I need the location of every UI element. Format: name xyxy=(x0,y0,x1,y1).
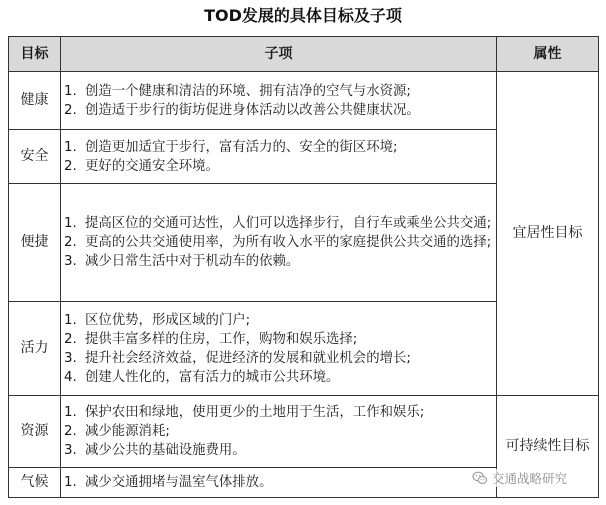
list-item: 2. 减少能源消耗; xyxy=(81,422,496,441)
items-cell xyxy=(61,468,497,498)
table-title: TOD发展的具体目标及子项 xyxy=(204,6,402,25)
list-item: 2. 创造适于步行的街坊促进身体活动以改善公共健康状况。 xyxy=(81,101,496,120)
list-item: 3. 减少公共的基础设施费用。 xyxy=(81,441,496,460)
header-goal: 目标 xyxy=(9,37,61,72)
header-attribute: 属性 xyxy=(497,37,599,72)
watermark-text: 交通战略研究 xyxy=(492,471,568,486)
items-cell xyxy=(61,184,497,302)
header-items: 子项 xyxy=(61,37,497,72)
goal-cell: 安全 xyxy=(9,130,61,184)
wechat-icon xyxy=(472,470,488,486)
items-cell xyxy=(61,396,497,468)
list-item: 1. 区位优势，形成区域的门户; xyxy=(81,311,496,330)
items-cell xyxy=(61,72,497,130)
header-row xyxy=(9,37,599,72)
list-item: 2. 提供丰富多样的住房，工作，购物和娱乐选择; xyxy=(81,330,496,349)
list-item: 4. 创建人性化的，富有活力的城市公共环境。 xyxy=(81,368,496,387)
table-row xyxy=(9,396,599,468)
goal-cell: 气候 xyxy=(9,468,61,498)
goal-cell: 健康 xyxy=(9,72,61,130)
list-item: 2. 更高的公共交通使用率，为所有收入水平的家庭提供公共交通的选择; xyxy=(81,233,496,252)
attribute-cell-sustainable: 可持续性目标 xyxy=(497,396,599,498)
list-item: 1. 减少交通拥堵与温室气体排放。 xyxy=(81,473,496,492)
goal-cell: 资源 xyxy=(9,396,61,468)
attribute-cell-livable: 宜居性目标 xyxy=(497,72,599,396)
tod-goals-table xyxy=(8,36,599,498)
goal-cell: 活力 xyxy=(9,302,61,396)
watermark xyxy=(472,469,567,487)
list-item: 1. 提高区位的交通可达性，人们可以选择步行，自行车或乘坐公共交通; xyxy=(81,214,496,233)
items-cell xyxy=(61,130,497,184)
list-item: 2. 更好的交通安全环境。 xyxy=(81,157,496,176)
goal-cell: 便捷 xyxy=(9,184,61,302)
table-row xyxy=(9,72,599,130)
list-item: 3. 减少日常生活中对于机动车的依赖。 xyxy=(81,252,496,271)
items-cell xyxy=(61,302,497,396)
list-item: 3. 提升社会经济效益，促进经济的发展和就业机会的增长; xyxy=(81,349,496,368)
list-item: 1. 创造更加适宜于步行，富有活力的、安全的街区环境; xyxy=(81,138,496,157)
list-item: 1. 保护农田和绿地，使用更少的土地用于生活，工作和娱乐; xyxy=(81,403,496,422)
list-item: 1. 创造一个健康和清洁的环境、拥有洁净的空气与水资源; xyxy=(81,82,496,101)
